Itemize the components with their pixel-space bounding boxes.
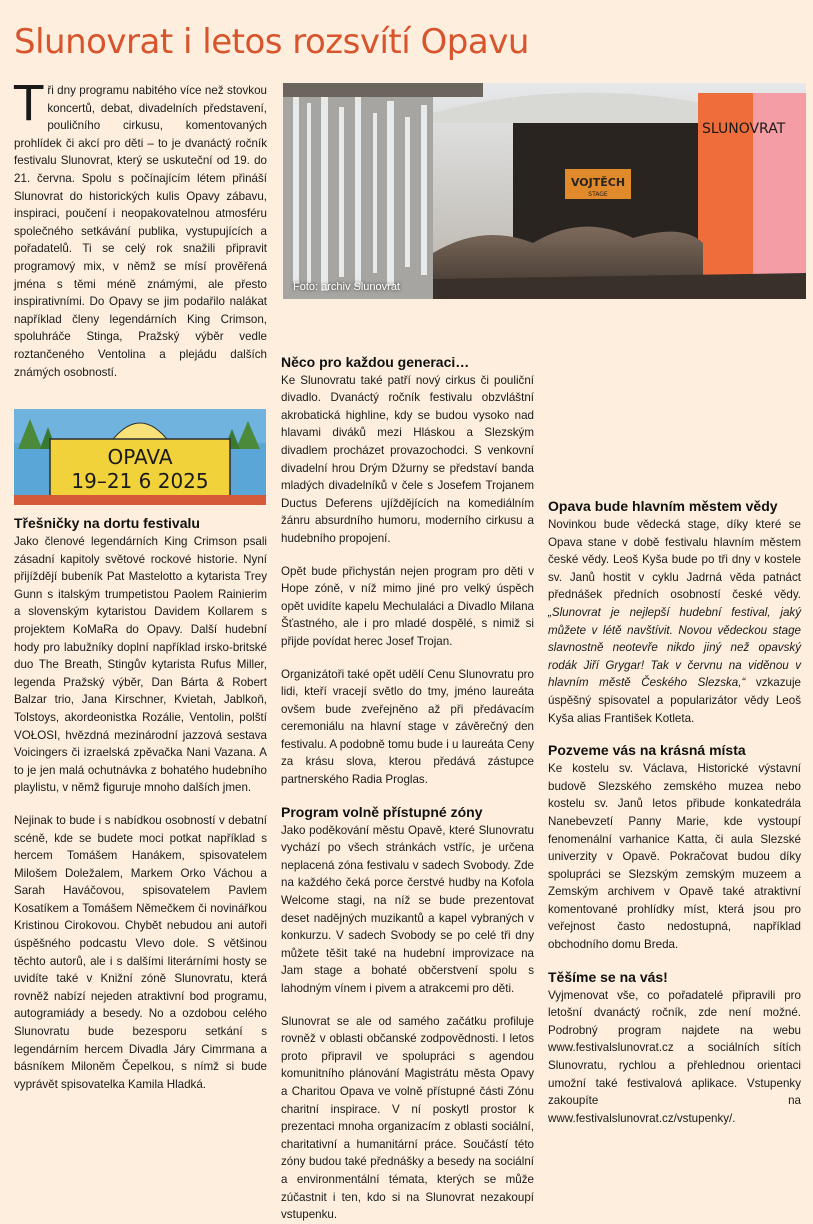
- column-2-continuation: [281, 315, 534, 333]
- column-1: [14, 514, 267, 1093]
- section-3-paragraph-1: Jako poděkování městu Opavě, které Slunovratu vychází po všech stránkách vstříc, je určena neplacená zóna festivalu v sadech Svobody. Zde na každého čeká porce čerstvé hudby na Kofola Welcome stagi, na níž se bude prezentovat deset nadějných muzikantů a kapel vybraných v konkurzu. V sadech Svobody se po celé tři dny můžete těšit také na hudební improvizace na Jam stage a bohaté občerstvení spolu s lahodným vínem i pivem a atrakcemi pro děti.: [281, 823, 534, 995]
- section-2-paragraph-3: Organizátoři také opět udělí Cenu Slunovratu pro lidi, kteří vracejí světlo do tmy, jméno laureáta ovšem bude zveřejněno až při předávacím ceremoniálu na hlavní stage v závěrečný den festivalu. A podobně tomu bude i u laureáta Ceny za krásu slova, kterou předává zástupce partnerského Radia Proglas.: [281, 667, 534, 787]
- stage-sub: STAGE: [588, 191, 608, 198]
- column-3: [548, 315, 801, 1127]
- column-2: [281, 315, 534, 1224]
- section-heading-1: Třešničky na dortu festivalu: [14, 515, 200, 531]
- section-heading-2: Něco pro každou generaci…: [281, 353, 470, 370]
- section-4-paragraph-1: Novinkou bude vědecká stage, díky které se Opava stane v době festivalu hlavním městem české vědy. Leoš Kyša bude po tři dny v kostele sv. Janů hostit v cyklu Jadrná věda patnáct přednášek předních osobností české vědy. „Slunovrat je nejlepší hudební festival, jaký můžete v létě navštívit. Novou vědeckou stage slavnostně neotevře nikdo jiný než opavský rodák Jiří Grygar! Tak v červnu na viděnou v hlavním městě Českého Slezska,“ vzkazuje úspěšný spisovatel a popularizátor vědy Leoš Kyša alias František Kotleta.: [548, 518, 802, 725]
- photo-credit: Foto: archiv Slunovrat: [293, 281, 400, 293]
- section-3-paragraph-2: Slunovrat se ale od samého začátku profiluje rovněž v oblasti občanské zodpovědnosti. I letos proto připravil ve spolupráci s agendou komunitního plánování Magistrátu města Opavy a Charitou Opava ve volně přístupné části Zónu charitní inspirace. V ní poskytl prostor k prezentaci mnoha organizacím z oblasti sociální, charitativní a humanitární práce. Součástí této zóny budou také přednášky a besedy na sociální a environmentální témata, kterých se může zúčastnit i ten, kdo si na Slunovrat nezakoupí vstupenku.: [281, 1014, 534, 1222]
- section-heading-4: Opava bude hlavním městem vědy: [548, 498, 778, 514]
- poster-graphic: [14, 409, 266, 505]
- section-heading-6: Těšíme se na vás!: [548, 968, 668, 985]
- photo-graphic: [283, 83, 806, 299]
- section-1-paragraph-1: Jako členové legendárních King Crimson psali zásadní kapitoly světové rockové historie. Nyní přijíždějí bubeník Pat Mastelotto a kytarista Trey Gunn s italským trumpetistou Paolem Rainierim a slovenským kytaristou Davidem Kollarem s projektem KoMaRa do Opavy. Další hudební hody pro labužníky doplní například irsko-britské duo The Breath, Stingův kytarista Rufus Miller, legenda Pražský výběr, Dan Bárta & Robert Balzar trio, Jana Kirschner, Kvietah, Jablkoň, Tolstoys, akordeonistka Rozálie, Ventolin, polští VOŁOSI, hvězdná mezinárodní jazzová sestava Voicingers či izraelská zpěvačka Nani Vazana. A to je jen malá ochutnávka z bohatého hudebního playlistu, v němž figuruje mnoho dalších jmen.: [14, 535, 267, 795]
- section-6-paragraph-1: Vyjmenovat vše, co pořadatelé připravili pro letošní dvanáctý ročník, zde není možné. Podrobný program najdete na webu www.festivalslunovrat.cz a sociálních sítích Slunovratu, rychlou a přehlednou orientaci umožní také festivalová aplikace. Vstupenky zakoupíte na www.festivalslunovrat.cz/vstupenky/.: [548, 988, 801, 1125]
- quote: „Slunovrat je nejlepší hudební festival, jaký můžete v létě navštívit. Novou vědeckou stage slavnostně neotevře nikdo jiný než opavský rodák Jiří Grygar! Tak v červnu na viděnou v hlavním městě Českého Slezska,“: [548, 605, 801, 690]
- column-1-intro: [14, 76, 267, 381]
- section-2-paragraph-1: Ke Slunovratu také patří nový cirkus či pouliční divadlo. Dvanáctý ročník festivalu obzvláštní akrobatická highline, kdy se budou vysoko nad hlavami diváků mezi Hláskou a Slezským divadlem procházet provazochodci. S venkovní divadelní hrou Drým Džurny se představí banda mladých divadelníků v čele s Josefem Trojanem Ductus Deferens ujíždějících na komediálním žánru absurdního humoru, moderního cirkusu a hudebního propojení.: [281, 373, 534, 545]
- drop-cap: T: [14, 76, 44, 132]
- intro-paragraph: Tři dny programu nabitého více než stovkou koncertů, debat, divadelních představení, pouličního cirkusu, komentovaných prohlídek či akcí pro děti – to je dvanáctý ročník festivalu Slunovrat, který se uskuteční od 19. do 21. června. Spolu s počínajícím létem přináší Slunovrat do historických kulis Opavy zábavu, inspiraci, poučení i neopakovatelnou atmosféru společného setkávání publika, vystupujících a pořadatelů. Ti se celý rok snažili připravit programový mix, v němž se mísí prověřená jména s těmi méně známými, ale přesto inspirativními. Do Opavy se jim podařilo nalákat například členy legendárních King Crimson, spoluhráče Stinga, Pražský výběr vedle roztančeného Ventolina a plejádu dalších známých osobností.: [14, 76, 267, 379]
- stage-name: VOJTĚCH: [570, 176, 626, 189]
- festival-photo: [283, 83, 806, 299]
- festival-poster: [14, 409, 266, 505]
- section-heading-5: Pozveme vás na krásná místa: [548, 742, 746, 759]
- section-2-paragraph-2: Opět bude přichystán nejen program pro děti v Hope zóně, v níž mimo jiné pro velký úspěch opět uvidíte kapelu Mechulaláci a Divadlo Milana Šťastného, ale i pro mladé dospělé, s nimiž si přijde povídat herec Josef Trojan.: [281, 564, 534, 648]
- banner-text: SLUNOVRAT: [702, 121, 786, 137]
- section-5-paragraph-1: Ke kostelu sv. Václava, Historické výstavní budově Slezského zemského muzea nebo kostelu sv. Janů letos přibude konkatedrála Nanebevzetí Panny Marie, kde vystoupí fenomenální varhanice Katta, či aula Slezské univerzity v Opavě. Pokračovat budou díky spolupráci se Slezským zemským muzeem a Zemským archivem v Opavě také atraktivní komentované prohlídky míst, která jsou pro veřejnost často nedostupná, například obchodního domu Breda.: [548, 762, 801, 952]
- article-title: Slunovrat i letos rozsvítí Opavu: [14, 22, 529, 62]
- section-1-paragraph-2: Nejinak to bude i s nabídkou osobností v debatní scéně, kde se budete moci potkat například s hercem Tomášem Hanákem, spisovatelem Milošem Doležalem, Markem Orko Váchou a Sarah Haváčovou, spisovatelem Pavlem Kosatíkem a Tomášem Němečkem či novinářkou Kristinou Cirokovou. Chybět nebudou ani autoři úspěšného podcastu Vlevo dole. S většinou těchto autorů, ale i s dalšími literárními hosty se uvidíte také v Knižní zóně Slunovratu, která rovněž nabízí nejeden atraktivní bod programu, autogramiády a besedy. No a ozdobou celého Slunovratu bude bezesporu setkání s legendárním hercem Divadla Járy Cimrmana a básníkem Miloněm Čepelkou, s nímž si bude vyprávět spisovatelka Kamila Hladká.: [14, 813, 267, 1091]
- section-heading-3: Program volně přístupné zóny: [281, 803, 483, 820]
- poster-city: OPAVA: [107, 445, 173, 469]
- poster-dates: 19–21 6 2025: [71, 469, 209, 493]
